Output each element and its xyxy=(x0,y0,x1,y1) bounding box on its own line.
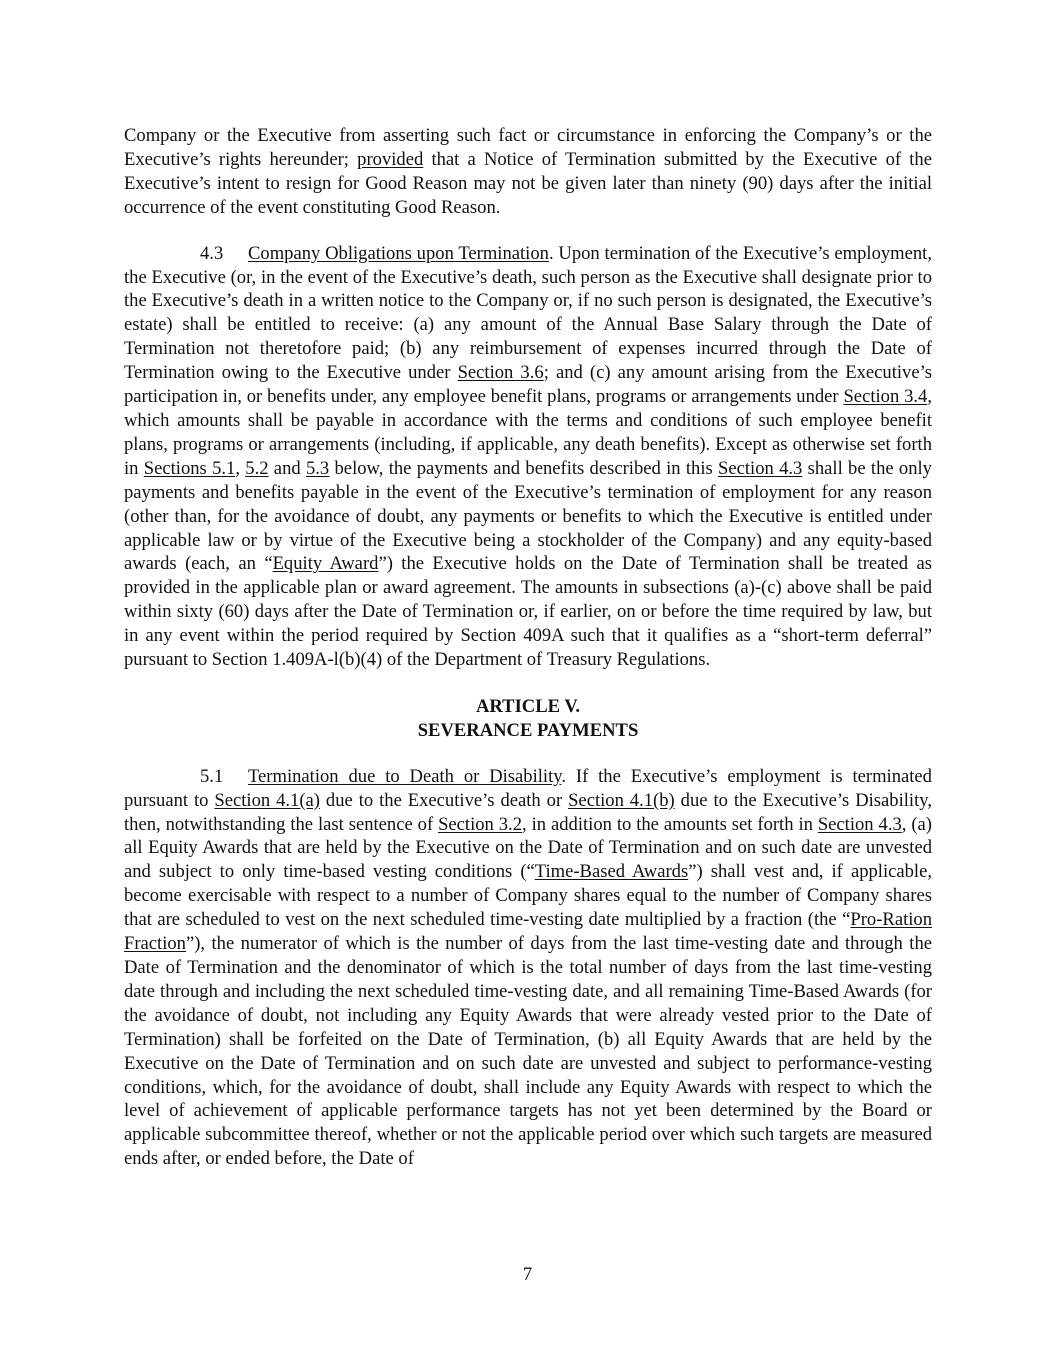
section-reference: Section 3.2 xyxy=(438,813,523,835)
section-reference: Section 4.3 xyxy=(718,457,803,479)
defined-term: Pro-Ration Fraction xyxy=(124,909,932,955)
defined-term: Equity Award xyxy=(272,553,379,575)
section-reference: Section 4.1(a) xyxy=(214,789,320,811)
section-reference: 5.2 xyxy=(245,457,269,479)
section-reference: Sections 5.1 xyxy=(143,457,236,479)
section-reference: Section 3.6 xyxy=(457,362,544,384)
continued-paragraph: Company or the Executive from asserting such fact or circumstance in enforcing the Company’s or the Executive’s rights hereunder; provided that a Notice of Termination submitted by the Executive of the Executive’s intent to resign for Good Reason may not be given later than ninety (90) days after the initial occurrence of the event constituting Good Reason. xyxy=(124,125,932,218)
section-reference: 5.3 xyxy=(305,457,330,479)
section-number: 5.1 xyxy=(200,765,224,787)
article-title: SEVERANCE PAYMENTS xyxy=(417,719,639,741)
article-number: ARTICLE V. xyxy=(475,695,581,717)
section-number: 4.3 xyxy=(200,242,224,264)
article-heading xyxy=(124,695,932,743)
section-4-3-paragraph: 4.3 Company Obligations upon Termination. Upon termination of the Executive’s employment, the Executive (or, in the event of the Executive’s death, such person as the Executive shall designate prior to the Executive’s death in a written notice to the Company or, if no such person is designated, the Executive’s estate) shall be entitled to receive: (a) any amount of the Annual Base Salary through the Date of Termination not theretofore paid; (b) any reimbursement of expenses incurred through the Date of Termination owing to the Executive under Section 3.6; and (c) any amount arising from the Executive’s participation in, or benefits under, any employee benefit plans, programs or arrangements under Section 3.4, which amounts shall be payable in accordance with the terms and conditions of such employee benefit plans, programs or arrangements (including, if applicable, any death benefits). Except as otherwise set forth in Sections 5.1, 5.2 and 5.3 below, the payments and benefits described in this Section 4.3 shall be the only payments and benefits payable in the event of the Executive’s termination of employment for any reason (other than, for the avoidance of doubt, any payments or benefits to which the Executive is entitled under applicable law or by virtue of the Executive being a stockholder of the Company) and any equity-based awards (each, an “Equity Award”) the Executive holds on the Date of Termination shall be treated as provided in the applicable plan or award agreement. The amounts in subsections (a)-(c) above shall be paid within sixty (60) days after the Date of Termination or, if earlier, on or before the time required by law, but in any event within the period required by Section 409A such that it qualifies as a “short-term deferral” pursuant to Section 1.409A-l(b)(4) of the Department of Treasury Regulations. xyxy=(124,242,932,671)
document-page xyxy=(124,124,932,1171)
section-reference: Section 4.1(b) xyxy=(568,789,675,811)
page-number: 7 xyxy=(522,1264,533,1285)
provided-term: provided xyxy=(357,148,424,170)
defined-term: Time-Based Awards xyxy=(534,861,689,883)
section-title: Company Obligations upon Termination xyxy=(248,242,549,264)
section-5-1-paragraph: 5.1 Termination due to Death or Disability. If the Executive’s employment is terminated pursuant to Section 4.1(a) due to the Executive’s death or Section 4.1(b) due to the Executive’s Disability, then, notwithstanding the last sentence of Section 3.2, in addition to the amounts set forth in Section 4.3, (a) all Equity Awards that are held by the Executive on the Date of Termination and on such date are unvested and subject to only time-based vesting conditions (“Time-Based Awards”) shall vest and, if applicable, become exercisable with respect to a number of Company shares equal to the number of Company shares that are scheduled to vest on the next scheduled time-vesting date multiplied by a fraction (the “Pro-Ration Fraction”), the numerator of which is the number of days from the last time-vesting date and through the Date of Termination and the denominator of which is the total number of days from the last time-vesting date through and including the next scheduled time-vesting date, and all remaining Time-Based Awards (for the avoidance of doubt, not including any Equity Awards that were already vested prior to the Date of Termination) shall be forfeited on the Date of Termination, (b) all Equity Awards that are held by the Executive on the Date of Termination and on such date are unvested and subject to performance-vesting conditions, which, for the avoidance of doubt, shall include any Equity Awards with respect to which the level of achievement of applicable performance targets has not yet been determined by the Board or applicable subcommittee thereof, whether or not the applicable period over which such targets are measured ends after, or ended before, the Date of xyxy=(124,765,932,1170)
section-title: Termination due to Death or Disability xyxy=(248,765,562,787)
section-reference: Section 3.4 xyxy=(843,386,928,408)
section-reference: Section 4.3 xyxy=(817,813,902,835)
